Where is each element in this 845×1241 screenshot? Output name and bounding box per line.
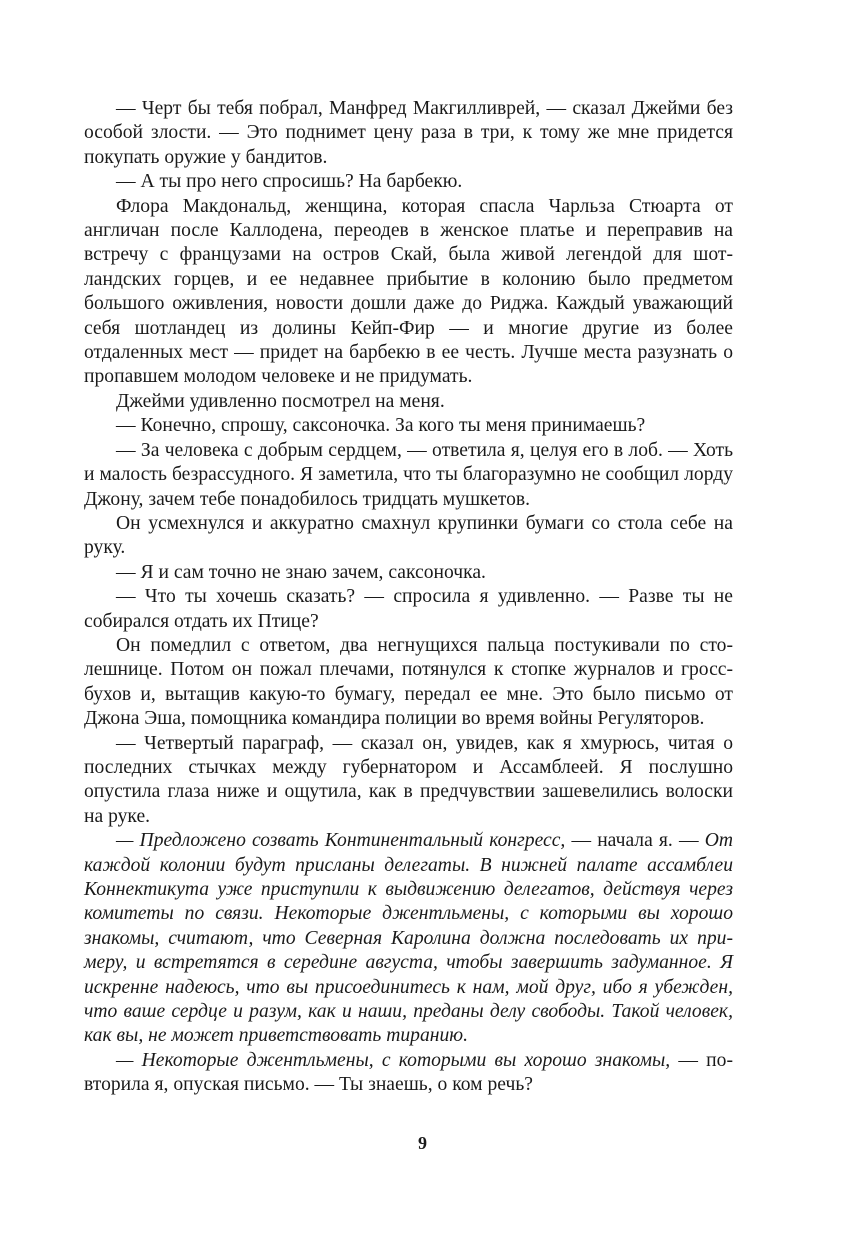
paragraph: Флора Макдональд, женщина, которая спасла Чарльза Стюарта от англичан после Каллодена, переодев в женское платье и переправив на встречу с французами на остров Скай, была живой легендой для шотландских горцев, и ее недавнее прибытие в колонию было предметом большого оживления, новости дошли даже до Риджа. Каждый уважающий себя шотландец из долины Кейп-Фир — и многие другие из более отдаленных мест — придет на барбекю в ее честь. Лучше места разузнать о пропавшем молодом человеке и не придумать. (84, 195, 733, 388)
narration-inline: — повторила я, опуская письмо. — Ты знаешь, о ком речь? (84, 1049, 733, 1096)
paragraph: — А ты про него спросишь? На барбекю. (116, 171, 463, 193)
paragraph: — Четвертый параграф, — сказал он, увидев, как я хмурюсь, читая о последних стычках между губернатором и Ассамблеей. Я послушно опустила глаза ниже и ощутила, как в предчувствии зашевелились волоски на руке. (84, 732, 733, 827)
paragraph: — За человека с добрым сердцем, — ответила я, целуя его в лоб. — Хоть и малость безрассудного. Я заметила, что ты благоразумно не сообщил лорду Джону, зачем тебе понадобилось тридцать мушкетов. (84, 439, 733, 510)
quoted-phrase: — Некоторые джентльмены, с которыми вы хорошо знакомы, (116, 1049, 671, 1071)
paragraph: — Что ты хочешь сказать? — спросила я удивленно. — Разве ты не собирался отдать их Птице? (84, 586, 733, 632)
page-number: 9 (418, 1133, 427, 1153)
paragraph: Джейми удивленно посмотрел на меня. (116, 390, 445, 412)
narration-inline: — начала я. — (565, 830, 705, 852)
paragraph: — Конечно, спрошу, саксоночка. За кого ты меня принимаешь? (116, 415, 646, 437)
letter-quote-paragraph (84, 829, 733, 1049)
paragraph: — Я и сам точно не знаю зачем, саксоночка. (116, 561, 486, 583)
paragraph: — Черт бы тебя побрал, Манфред Макгилливрей, — сказал Джейми без особой злости. — Это поднимет цену раза в три, к тому же мне придется покупать оружие у бандитов. (84, 98, 733, 168)
paragraph: Он помедлил с ответом, два негнущихся пальца постукивали по столешнице. Потом он пожал плечами, потянулся к стопке журналов и гроссбухов и, вытащив какую-то бумагу, передал ее мне. Это было письмо от Джона Эша, помощника командира полиции во время войны Регуляторов. (84, 634, 733, 730)
page-body (84, 97, 733, 1098)
letter-quote-opening: — Предложено созвать Континентальный конгресс, (116, 830, 566, 852)
final-paragraph (84, 1049, 733, 1098)
letter-quote-body: От каждой колонии будут присланы делегаты. В нижней палате ассамблеи Коннектикута уже приступили к выдвижению делегатов, действуя через комитеты по связи. Некоторые джентльмены, с которыми вы хорошо знакомы, считают, что Северная Каролина должна последовать их примеру, и встретятся в середине августа, чтобы завершить задуманное. Я искренне надеюсь, что вы присоединитесь к нам, мой друг, ибо я убежден, что ваше сердце и разум, как и наши, преданы делу свободы. Такой человек, как вы, не может приветствовать тиранию. (84, 830, 733, 1047)
paragraph: Он усмехнулся и аккуратно смахнул крупинки бумаги со стола себе на руку. (84, 512, 733, 559)
